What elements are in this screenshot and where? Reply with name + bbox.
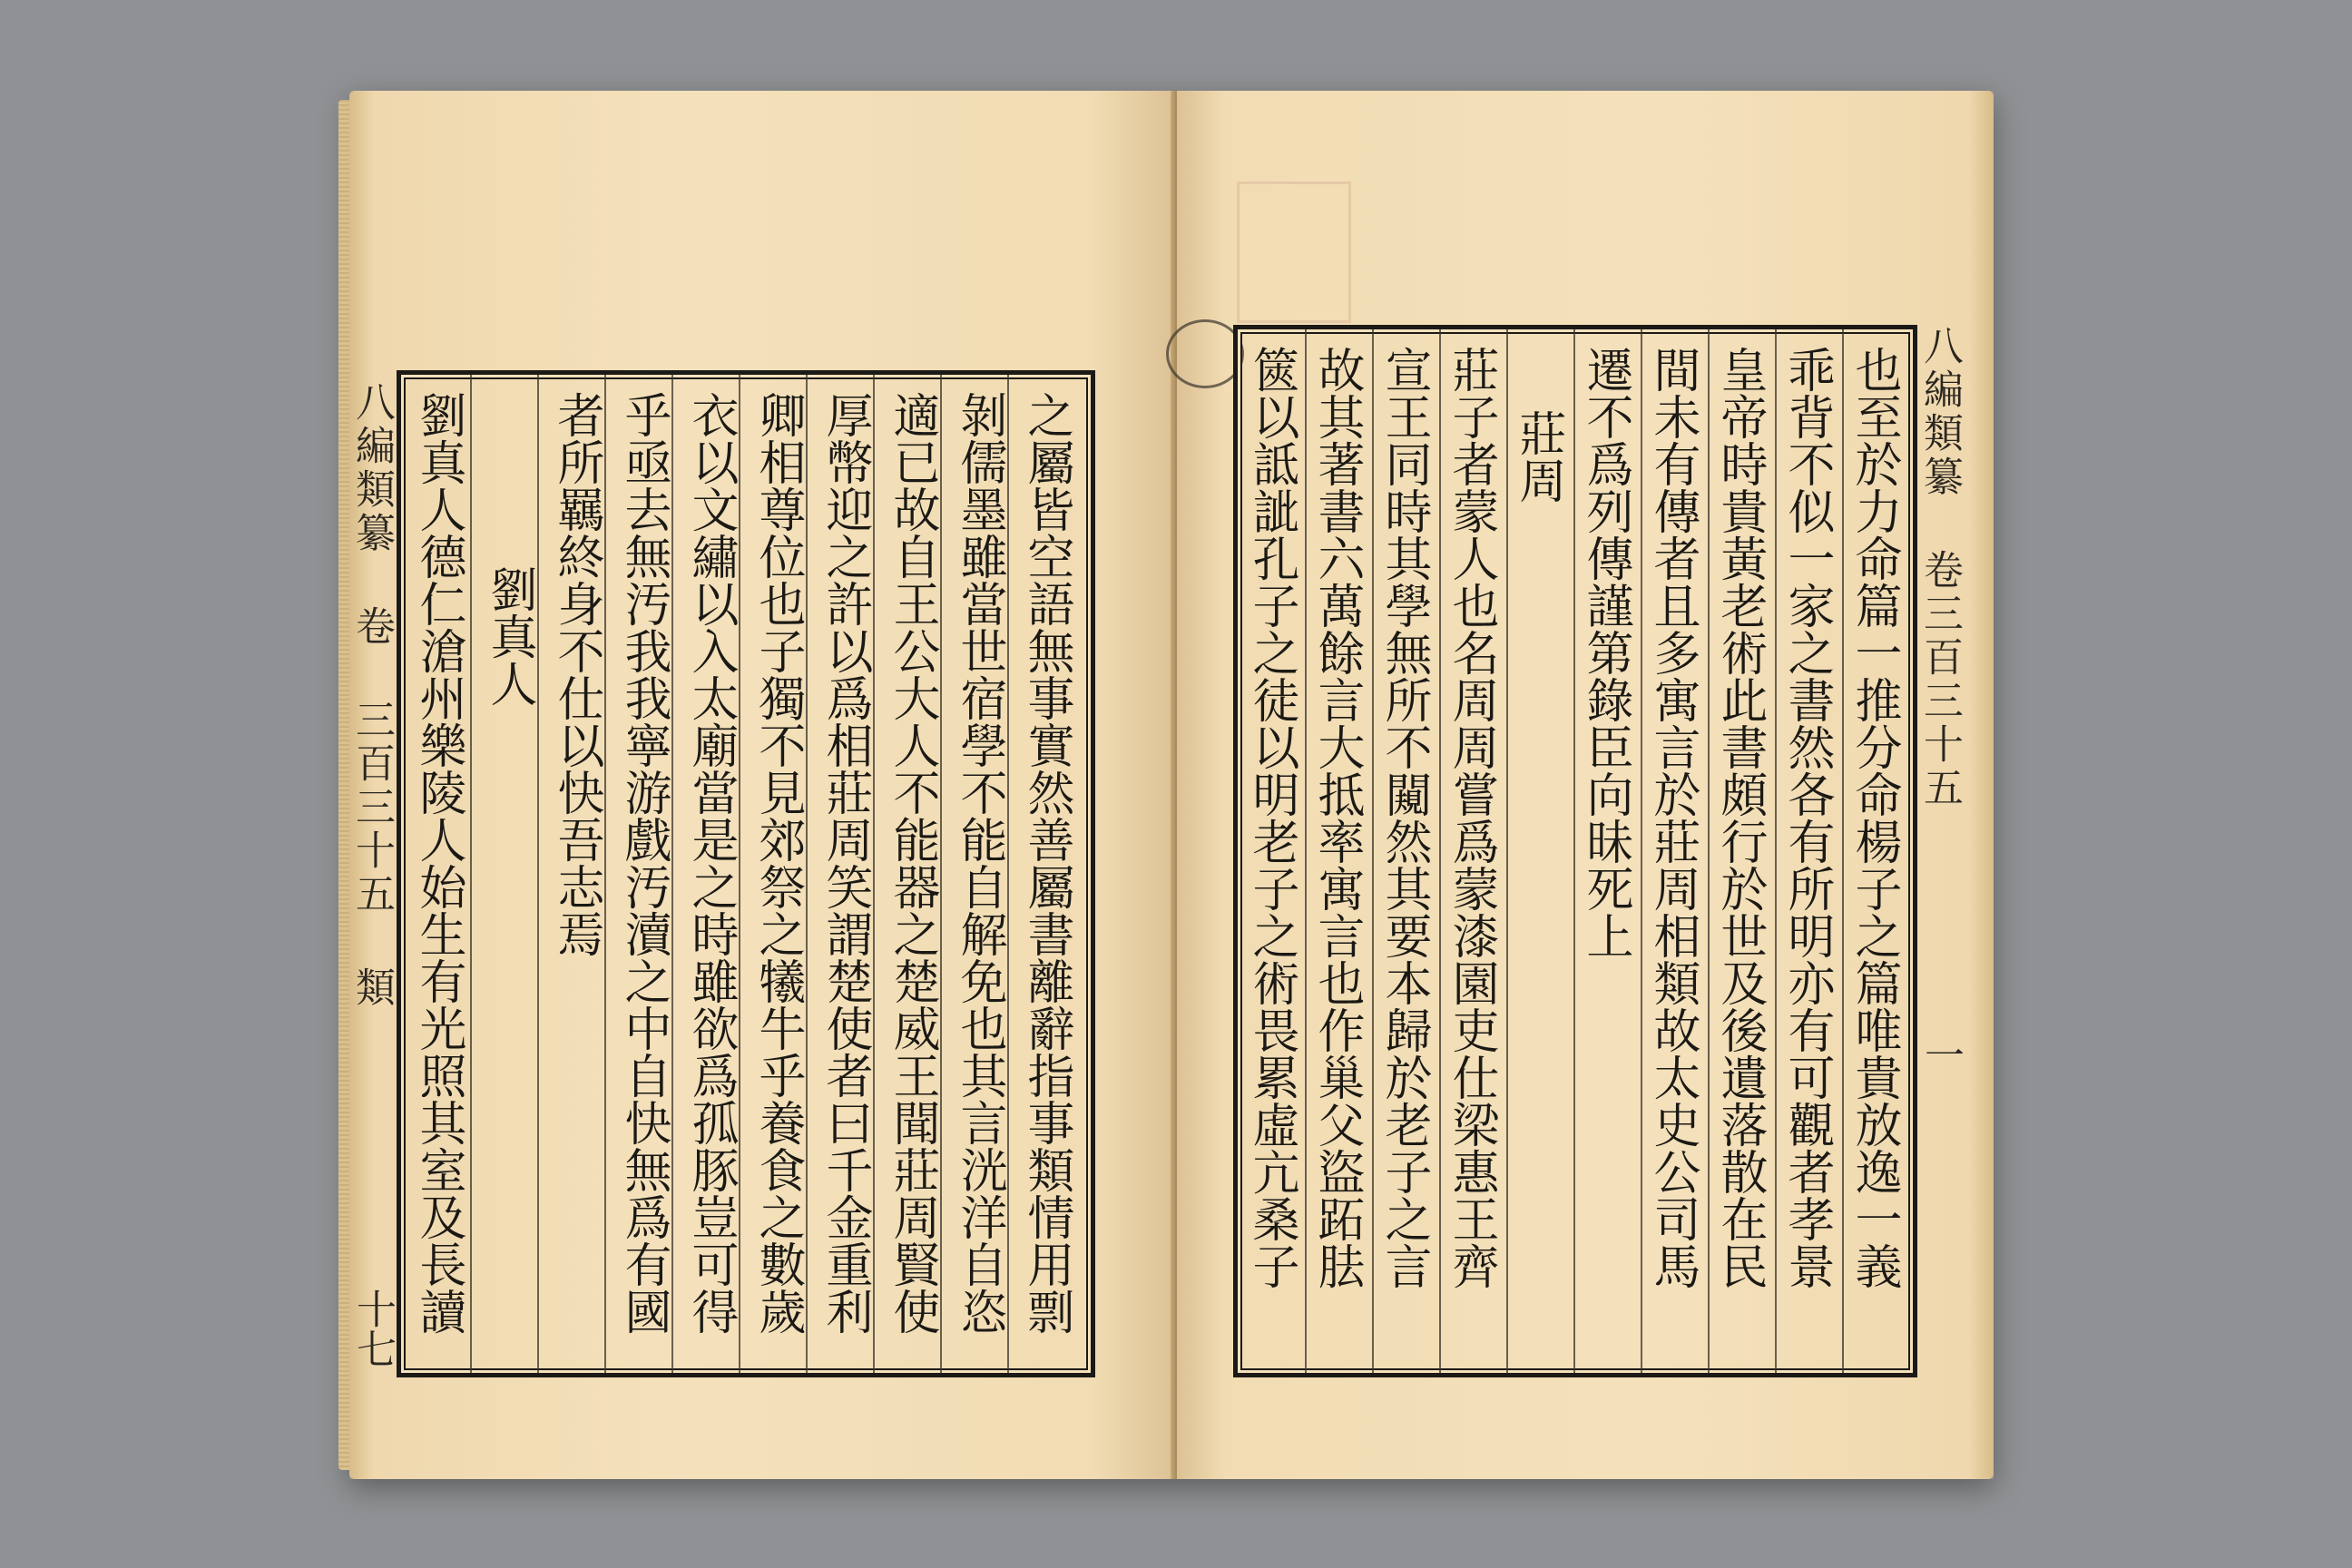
left-column-4	[817, 391, 873, 1335]
left-page-number	[349, 1289, 395, 1368]
right-column-7	[1443, 346, 1499, 1289]
right-column-9	[1308, 346, 1365, 1289]
left-column-1-text: 之屬皆空語無事實然善屬書離辭指事類情用剽	[1019, 391, 1073, 1335]
left-column-3-text: 適已故自王公大人不能器之楚威王聞莊周賢使	[885, 391, 939, 1335]
left-margin-label-text: 八編類纂 卷 三百三十五 類	[348, 381, 395, 1010]
right-column-8	[1376, 346, 1432, 1289]
right-column-heading-text: 莊周	[1511, 409, 1565, 504]
open-book	[349, 91, 1994, 1479]
right-column-9-text: 故其著書六萬餘言大抵率寓言也作巢父盜跖胠	[1309, 346, 1364, 1289]
right-margin-label	[1912, 325, 1966, 810]
right-column-10-text: 篋以詆訿孔子之徒以明老子之術畏累虛亢桑子	[1244, 346, 1298, 1289]
left-column-6	[682, 391, 739, 1335]
left-column-10	[410, 391, 466, 1335]
left-column-2-text: 剝儒墨雖當世宿學不能自解免也其言洸洋自恣	[952, 391, 1006, 1335]
left-column-5	[750, 391, 806, 1335]
left-column-heading-text: 劉真人	[482, 565, 536, 707]
right-column-5	[1577, 346, 1633, 959]
left-margin-label	[344, 381, 398, 1010]
left-page-number-text: 十七	[349, 1289, 396, 1368]
right-page-number	[1917, 1034, 1963, 1074]
left-column-6-text: 衣以文繡以入太廟當是之時雖欲爲孤豚豈可得	[683, 391, 738, 1335]
left-column-7	[615, 391, 671, 1335]
left-column-7-text: 乎亟去無汚我我寧游戲汚瀆之中自快無爲有國	[616, 391, 671, 1335]
left-column-8	[548, 391, 604, 957]
left-column-heading	[481, 565, 537, 707]
right-column-7-text: 莊子者蒙人也名周周嘗爲蒙漆園吏仕梁惠王齊	[1444, 346, 1498, 1289]
faint-seal-mark	[1237, 181, 1351, 323]
left-column-5-text: 卿相尊位也子獨不見郊祭之犧牛乎養食之數歲	[750, 391, 805, 1335]
right-column-4	[1644, 346, 1700, 1289]
right-column-heading	[1510, 409, 1566, 504]
right-column-3-text: 皇帝時貴黃老術此書頗行於世及後遺落散在民	[1712, 346, 1767, 1289]
right-column-1	[1846, 346, 1902, 1289]
right-column-3	[1711, 346, 1768, 1289]
left-text-frame	[397, 370, 1095, 1377]
right-column-5-text: 遷不爲列傳謹第錄臣向昧死上	[1578, 346, 1632, 959]
left-column-1	[1018, 391, 1074, 1335]
right-column-2	[1779, 346, 1835, 1289]
right-margin-label-text: 八編類纂 卷三百三十五	[1916, 325, 1963, 810]
right-page-number-text: 一	[1917, 1034, 1964, 1074]
left-page	[349, 91, 1175, 1479]
right-page	[1177, 91, 1994, 1479]
right-column-1-text: 也至於力命篇一推分命楊子之篇唯貴放逸一義	[1847, 346, 1901, 1289]
right-column-10	[1243, 346, 1299, 1289]
right-column-2-text: 乖背不似一家之書然各有所明亦有可觀者孝景	[1779, 346, 1834, 1289]
right-column-8-text: 宣王同時其學無所不闚然其要本歸於老子之言	[1377, 346, 1431, 1289]
left-column-10-text: 劉真人德仁滄州樂陵人始生有光照其室及長讀	[411, 391, 466, 1335]
left-column-2	[951, 391, 1007, 1335]
right-text-frame	[1233, 325, 1917, 1377]
left-column-4-text: 厚幣迎之許以爲相莊周笑謂楚使者曰千金重利	[818, 391, 872, 1335]
left-column-3	[884, 391, 940, 1335]
right-column-4-text: 間未有傳者且多寓言於莊周相類故太史公司馬	[1645, 346, 1700, 1289]
left-column-8-text: 者所羈終身不仕以快吾志焉	[549, 391, 603, 957]
